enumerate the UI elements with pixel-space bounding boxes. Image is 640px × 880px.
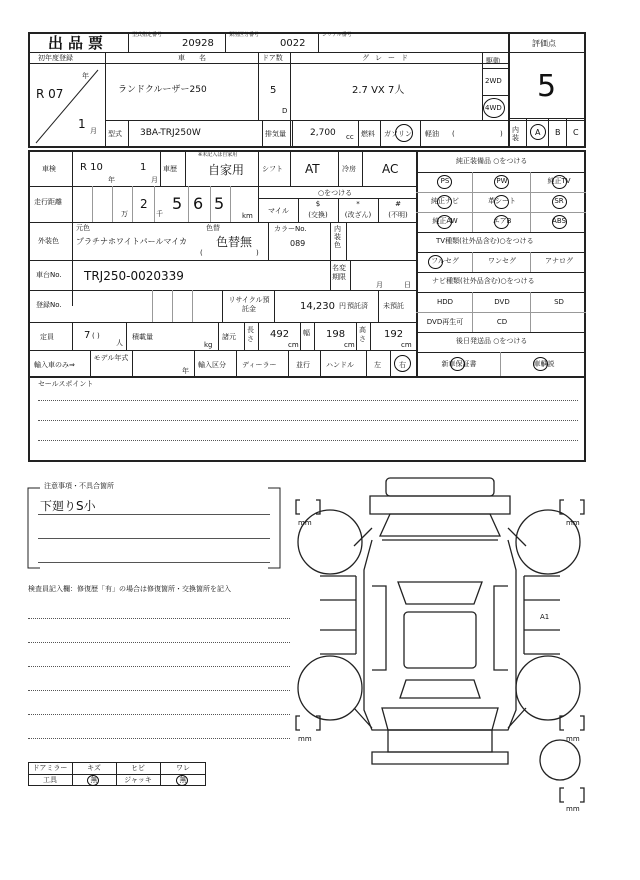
mileage-digit-3: 6 [193,194,204,213]
equip-tv: 純正TV [547,177,571,185]
height-label: 高さ [359,326,366,343]
inspection-month: 1 [140,162,147,173]
length-value: 492 [270,329,290,340]
mileage-sen: 千 [156,210,163,218]
reg-no-label: 登録No. [36,301,62,309]
history-label: 車歴 [163,165,177,173]
doors-label: ドア数 [262,54,283,62]
mileage-label: 走行距離 [34,198,62,206]
inspection-label: 車検 [42,165,56,173]
later-warranty: 新車保証書 [441,360,477,368]
equip-leather: 革シート [488,197,516,205]
import-only-label: 輸入車のみ⇒ [34,361,75,369]
year-suffix: 年 [82,72,89,80]
drive-2wd: 2WD [485,77,502,85]
recycle-label: リサイクル預託金 [228,296,270,313]
first-reg-label: 初年度登録 [38,54,73,62]
ext-color-label: 外装色 [38,237,59,245]
fuel-diesel: 軽油 [425,130,439,138]
repaint-value: 色替無 [216,235,253,249]
load-unit: kg [204,341,213,349]
length-unit: cm [288,341,299,349]
tools-scratch: キズ [87,764,101,772]
fuel-paren-close: ) [500,130,503,138]
mileage-digit-1: 2 [140,197,148,211]
tire-unit-spare: mm [566,805,580,813]
fuel-gasoline: ガソリン [384,130,412,138]
capacity-paren: ( ) [92,332,100,340]
car-name-label: 車名 [178,54,220,62]
equip-sr: SR [554,197,564,205]
doors-suffix: D [282,107,288,115]
doors-value: 5 [270,85,277,96]
displacement-unit: cc [346,133,354,141]
exchange-label: $ [315,200,321,208]
dealer-label: ディーラー [242,361,277,369]
nc-day: 日 [404,281,411,289]
ruibetsu-label: 類別区分番号 [229,32,260,38]
interior-color-label: 内装色 [334,225,341,249]
inspection-month-unit: 月 [151,176,158,184]
inspection-era: R 10 [80,162,103,173]
equip-navi: 純正ナビ [431,197,459,205]
first-reg-era: R 07 [36,87,64,101]
drive-label: 駆動 [486,57,500,65]
later-manual: 車輌説 [533,360,555,368]
color-no-value: 089 [290,239,306,248]
tv-header: TV種類(社外品含む)○をつける [436,237,534,245]
katashiki-value: 20928 [182,38,214,49]
handle-label: ハンドル [326,361,354,369]
capacity-label: 定員 [40,333,54,341]
notes-text: 下廻りS小 [40,499,96,513]
recycle-paid: 預託済 [347,302,368,310]
repaint-paren-close: ) [256,249,259,257]
interior-a: A [535,128,541,137]
chassis-value: TRJ250-0020339 [84,269,184,283]
tools-jack: ジャッキ [124,776,152,784]
tools-break: ワレ [176,764,190,772]
model-value: 3BA-TRJ250W [140,128,201,138]
equip-pw: PW [496,177,508,185]
tools-crack: ヒビ [131,764,145,772]
parallel-label: 並行 [296,361,310,369]
mileage-digit-4: 5 [214,194,225,213]
capacity-value: 7 [84,330,91,341]
width-value: 198 [326,329,346,340]
repaint-paren: ( [200,249,203,257]
dims-label: 諸元 [222,333,236,341]
tamper-label: * [356,200,360,208]
first-reg-month: 1 [78,117,86,131]
equip-ps: PS [440,177,450,185]
name-change-label: 名変期限 [332,264,346,281]
tv-analog: アナログ [545,257,573,265]
mile-label: マイル [268,207,289,215]
right-label: 右 [399,361,406,369]
left-label: 左 [374,361,381,369]
ruibetsu-value: 0022 [280,38,306,49]
orig-color-label: 元色 [76,224,90,232]
length-label: 長さ [247,326,254,343]
inspector-label: 検査員記入欄：修復歴「有」の場合は修復箇所・交換箇所を記入 [28,585,231,593]
notes-label: 注意事項・不具合箇所 [44,482,114,490]
exchange-sub: (交換) [308,211,328,219]
recycle-unpaid: 未預託 [383,302,404,310]
import-type-label: 輸入区分 [198,361,226,369]
navi-dvd-play: DVD再生可 [426,318,464,326]
tamper-sub: (改ざん) [344,211,372,219]
shift-label: シフト [262,165,283,173]
inspection-year-unit: 年 [108,176,115,184]
aircon-value: AC [382,162,399,176]
displacement-value: 2,700 [310,128,336,138]
tire-unit-rr: mm [566,735,580,743]
nc-month: 月 [376,281,383,289]
grade-label: グレード [362,54,414,62]
grade-value: 2.7 VX 7人 [352,85,405,96]
displacement-label: 排気量 [265,130,286,138]
mileage-unit: km [242,212,253,220]
equip-header: 純正装備品 ○をつける [456,157,528,165]
page-title: 出品票 [48,34,109,52]
recycle-unit: 円 [339,302,346,310]
color-value: プラチナホワイトパールマイカ [76,237,188,246]
navi-header: ナビ種類(社外品含む)○をつける [432,277,535,285]
capacity-unit: 人 [116,339,123,347]
interior-c: C [573,128,579,137]
car-name-value: ランドクルーザー250 [118,85,207,95]
sales-point-label: セールスポイント [38,380,94,388]
equip-aw: 純正AW [432,217,458,225]
navi-cd: CD [496,318,508,326]
fuel-label: 燃料 [361,130,375,138]
history-note: ※未記入は自家用 [198,152,238,158]
tools-jack-value: 無 [179,776,187,784]
height-value: 192 [384,329,404,340]
aircon-label: 冷房 [342,165,356,173]
tire-unit-fr: mm [566,519,580,527]
navi-sd: SD [554,298,564,306]
paint-label: 色替 [206,224,220,232]
tire-unit-fl: mm [298,519,312,527]
chassis-label: 車台No. [36,271,62,279]
tools-door-mirror: ドアミラー [32,764,68,772]
fuel-paren: ( [452,130,455,138]
score-value: 5 [537,69,557,104]
tools-tool-value: 無 [90,776,98,784]
drive-4wd: 4WD [485,104,502,112]
unknown-sub: (不明) [388,211,408,219]
month-suffix: 月 [90,127,97,135]
model-year-label: モデル年式 [93,354,129,362]
model-label: 型式 [108,130,122,138]
width-label: 幅 [303,329,310,337]
color-no-label: カラーNo. [274,225,307,233]
recycle-value: 14,230 [300,301,335,312]
damage-mark-a1: A1 [540,613,550,621]
serial-label: シリアル番号 [322,32,352,38]
width-unit: cm [344,341,355,349]
history-value: 自家用 [208,163,245,177]
unknown-label: # [395,200,401,208]
interior-b: B [555,128,561,137]
mileage-digit-2: 5 [172,194,183,213]
tv-fullseg: フルセグ [431,257,459,265]
shift-value: AT [305,162,320,176]
model-year-unit: 年 [182,367,189,375]
equip-abs: ABS [552,217,566,225]
equip-airbag: エアB [492,217,512,225]
interior-label: 内装 [512,126,519,142]
tv-oneseg: ワンセグ [488,257,516,265]
load-label: 積載量 [132,333,153,341]
tools-tool: 工具 [43,776,57,784]
height-unit: cm [401,341,412,349]
katashiki-label: 型式指定番号 [132,32,163,38]
navi-hdd: HDD [436,298,454,306]
score-label: 評価点 [532,39,556,48]
mileage-man: 万 [121,210,128,218]
circle-note: ○をつける [318,189,353,197]
tire-unit-rl: mm [298,735,312,743]
navi-dvd: DVD [494,298,510,306]
later-header: 後日発送品 ○をつける [456,337,528,345]
